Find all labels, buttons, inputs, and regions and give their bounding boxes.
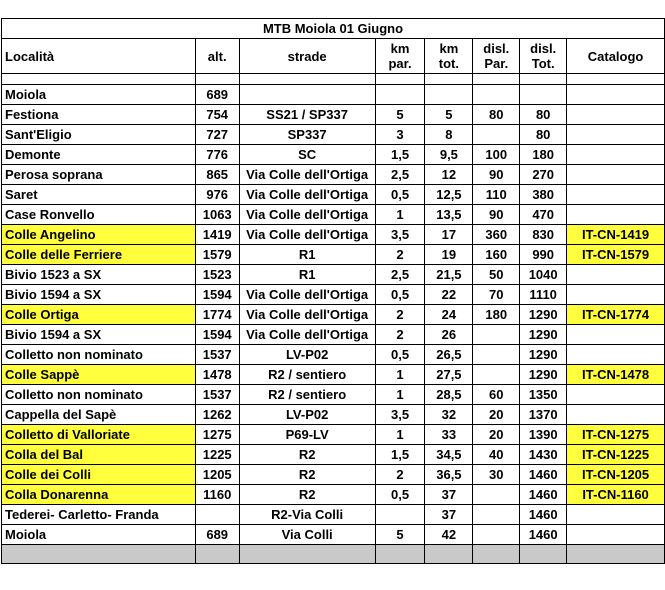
table-row: [2, 485, 665, 505]
cell-disl-par: 90: [473, 165, 520, 185]
cell-alt: 1225: [195, 445, 239, 465]
cell-localita: Colle Angelino: [2, 225, 196, 245]
cell-disl-tot: 1110: [520, 285, 567, 305]
cell-km-par: 2,5: [375, 165, 425, 185]
header-disl-tot-line2: Tot.: [531, 56, 555, 71]
cell-strada: R2 / sentiero: [239, 385, 375, 405]
footer-cell: [375, 545, 425, 564]
cell-localita: Colla Donarenna: [2, 485, 196, 505]
cell-km-par: 1,5: [375, 445, 425, 465]
cell-disl-par: 50: [473, 265, 520, 285]
cell-disl-par: [473, 525, 520, 545]
cell-catalogo: [567, 525, 665, 545]
cell-disl-tot: 1460: [520, 505, 567, 525]
cell-km-par: 3,5: [375, 225, 425, 245]
cell-km-tot: 37: [425, 485, 473, 505]
cell-km-tot: 5: [425, 105, 473, 125]
table-row: [2, 245, 665, 265]
table-row: [2, 465, 665, 485]
cell-catalogo: [567, 205, 665, 225]
cell-km-par: 3,5: [375, 405, 425, 425]
cell-km-tot: 22: [425, 285, 473, 305]
cell-alt: [195, 505, 239, 525]
cell-alt: 776: [195, 145, 239, 165]
table-row: [2, 105, 665, 125]
table-row: [2, 345, 665, 365]
cell-km-par: 2: [375, 325, 425, 345]
table-row: [2, 365, 665, 385]
cell-disl-par: [473, 345, 520, 365]
cell-km-tot: 34,5: [425, 445, 473, 465]
cell-km-tot: 19: [425, 245, 473, 265]
cell-disl-tot: 1460: [520, 485, 567, 505]
header-disl-tot-line1: disl.: [530, 41, 557, 56]
cell-km-tot: 33: [425, 425, 473, 445]
cell-km-tot: 13,5: [425, 205, 473, 225]
cell-localita: Colle dei Colli: [2, 465, 196, 485]
cell-km-par: 1: [375, 205, 425, 225]
cell-catalogo: IT-CN-1225: [567, 445, 665, 465]
cell-strada: R2: [239, 445, 375, 465]
cell-localita: Sant'Eligio: [2, 125, 196, 145]
cell-strada: R1: [239, 265, 375, 285]
header-disl-par: [473, 39, 520, 74]
cell-km-tot: 26: [425, 325, 473, 345]
cell-km-tot: 12: [425, 165, 473, 185]
cell-strada: SP337: [239, 125, 375, 145]
cell-disl-tot: [520, 85, 567, 105]
cell-strada: Via Colle dell'Ortiga: [239, 205, 375, 225]
cell-catalogo: IT-CN-1160: [567, 485, 665, 505]
cell-catalogo: [567, 125, 665, 145]
cell-catalogo: [567, 385, 665, 405]
cell-localita: Case Ronvello: [2, 205, 196, 225]
cell-disl-par: 20: [473, 425, 520, 445]
cell-disl-par: 60: [473, 385, 520, 405]
cell-disl-tot: 270: [520, 165, 567, 185]
cell-disl-tot: 180: [520, 145, 567, 165]
cell-km-tot: 28,5: [425, 385, 473, 405]
cell-localita: Colle Sappè: [2, 365, 196, 385]
cell-disl-par: [473, 505, 520, 525]
cell-disl-tot: 1460: [520, 465, 567, 485]
cell-disl-tot: 80: [520, 125, 567, 145]
cell-localita: Moiola: [2, 525, 196, 545]
cell-disl-tot: 990: [520, 245, 567, 265]
cell-km-par: 2: [375, 245, 425, 265]
cell-km-par: 5: [375, 525, 425, 545]
cell-km-par: 5: [375, 105, 425, 125]
empty-cell: [520, 74, 567, 85]
cell-km-tot: 42: [425, 525, 473, 545]
cell-alt: 1478: [195, 365, 239, 385]
cell-km-tot: 17: [425, 225, 473, 245]
cell-km-tot: 21,5: [425, 265, 473, 285]
table-row: [2, 505, 665, 525]
cell-catalogo: IT-CN-1419: [567, 225, 665, 245]
cell-alt: 1594: [195, 285, 239, 305]
cell-disl-tot: 1430: [520, 445, 567, 465]
cell-strada: Via Colle dell'Ortiga: [239, 225, 375, 245]
cell-strada: R2: [239, 465, 375, 485]
sheet-title: MTB Moiola 01 Giugno: [2, 19, 665, 39]
table-row: [2, 525, 665, 545]
empty-cell: [375, 74, 425, 85]
cell-disl-tot: 1390: [520, 425, 567, 445]
cell-km-par: [375, 85, 425, 105]
cell-km-par: 2: [375, 465, 425, 485]
cell-localita: Colletto non nominato: [2, 345, 196, 365]
cell-km-par: 2,5: [375, 265, 425, 285]
cell-localita: Colla del Bal: [2, 445, 196, 465]
cell-km-tot: 12,5: [425, 185, 473, 205]
cell-strada: Via Colle dell'Ortiga: [239, 325, 375, 345]
footer-cell: [239, 545, 375, 564]
cell-catalogo: [567, 185, 665, 205]
cell-km-par: 0,5: [375, 185, 425, 205]
cell-catalogo: [567, 105, 665, 125]
cell-localita: Colletto di Valloriate: [2, 425, 196, 445]
cell-km-par: 2: [375, 305, 425, 325]
cell-alt: 1774: [195, 305, 239, 325]
header-strade: strade: [239, 39, 375, 74]
cell-catalogo: IT-CN-1205: [567, 465, 665, 485]
empty-cell: [195, 74, 239, 85]
route-table: [1, 18, 665, 564]
cell-catalogo: [567, 165, 665, 185]
cell-km-par: 3: [375, 125, 425, 145]
empty-cell: [425, 74, 473, 85]
footer-cell: [473, 545, 520, 564]
cell-localita: Tederei- Carletto- Franda: [2, 505, 196, 525]
cell-disl-tot: 470: [520, 205, 567, 225]
footer-cell: [567, 545, 665, 564]
cell-alt: 1579: [195, 245, 239, 265]
cell-km-tot: 32: [425, 405, 473, 425]
cell-disl-tot: 1350: [520, 385, 567, 405]
table-row: [2, 385, 665, 405]
cell-catalogo: IT-CN-1478: [567, 365, 665, 385]
cell-km-tot: 8: [425, 125, 473, 145]
cell-alt: 1594: [195, 325, 239, 345]
cell-disl-par: 30: [473, 465, 520, 485]
cell-km-par: 1: [375, 365, 425, 385]
cell-alt: 976: [195, 185, 239, 205]
cell-km-par: 1,5: [375, 145, 425, 165]
cell-km-par: 0,5: [375, 345, 425, 365]
cell-km-tot: [425, 85, 473, 105]
cell-catalogo: [567, 345, 665, 365]
cell-strada: R2 / sentiero: [239, 365, 375, 385]
cell-disl-par: 160: [473, 245, 520, 265]
cell-alt: 689: [195, 85, 239, 105]
cell-localita: Colle Ortiga: [2, 305, 196, 325]
cell-disl-tot: 1460: [520, 525, 567, 545]
cell-catalogo: IT-CN-1774: [567, 305, 665, 325]
header-km-par-line1: km: [390, 41, 410, 56]
cell-strada: [239, 85, 375, 105]
cell-km-par: 0,5: [375, 285, 425, 305]
cell-localita: Bivio 1523 a SX: [2, 265, 196, 285]
cell-alt: 1523: [195, 265, 239, 285]
cell-disl-tot: 80: [520, 105, 567, 125]
table-row: [2, 85, 665, 105]
cell-km-tot: 37: [425, 505, 473, 525]
cell-strada: Via Colli: [239, 525, 375, 545]
cell-catalogo: IT-CN-1579: [567, 245, 665, 265]
footer-cell: [520, 545, 567, 564]
cell-disl-par: 70: [473, 285, 520, 305]
cell-disl-par: 20: [473, 405, 520, 425]
cell-strada: R2: [239, 485, 375, 505]
cell-disl-tot: 1290: [520, 345, 567, 365]
cell-disl-par: 40: [473, 445, 520, 465]
header-catalogo: Catalogo: [567, 39, 665, 74]
cell-disl-par: [473, 325, 520, 345]
table-row: [2, 445, 665, 465]
cell-disl-tot: 1370: [520, 405, 567, 425]
table-row: [2, 225, 665, 245]
cell-disl-par: 180: [473, 305, 520, 325]
cell-alt: 727: [195, 125, 239, 145]
cell-strada: LV-P02: [239, 405, 375, 425]
cell-alt: 1537: [195, 385, 239, 405]
footer-cell: [195, 545, 239, 564]
spacer-row: [2, 74, 665, 85]
cell-km-tot: 27,5: [425, 365, 473, 385]
header-alt: alt.: [195, 39, 239, 74]
table-row: [2, 265, 665, 285]
cell-km-par: 1: [375, 425, 425, 445]
header-disl-par-line1: disl.: [483, 41, 510, 56]
cell-localita: Bivio 1594 a SX: [2, 285, 196, 305]
cell-strada: R2-Via Colli: [239, 505, 375, 525]
table-row: [2, 125, 665, 145]
table-row: [2, 205, 665, 225]
cell-localita: Festiona: [2, 105, 196, 125]
cell-disl-par: [473, 85, 520, 105]
footer-cell: [2, 545, 196, 564]
table-row: [2, 305, 665, 325]
cell-alt: 1160: [195, 485, 239, 505]
cell-catalogo: [567, 265, 665, 285]
cell-localita: Perosa soprana: [2, 165, 196, 185]
cell-disl-par: 360: [473, 225, 520, 245]
header-km-tot-line2: tot.: [438, 56, 459, 71]
cell-catalogo: [567, 145, 665, 165]
cell-localita: Cappella del Sapè: [2, 405, 196, 425]
table-row: [2, 405, 665, 425]
cell-disl-tot: 830: [520, 225, 567, 245]
cell-disl-tot: 1290: [520, 325, 567, 345]
cell-catalogo: IT-CN-1275: [567, 425, 665, 445]
header-row: [2, 39, 665, 74]
cell-catalogo: [567, 505, 665, 525]
cell-km-par: 1: [375, 385, 425, 405]
cell-disl-par: [473, 485, 520, 505]
cell-strada: SC: [239, 145, 375, 165]
cell-localita: Colletto non nominato: [2, 385, 196, 405]
table-row: [2, 185, 665, 205]
cell-strada: Via Colle dell'Ortiga: [239, 165, 375, 185]
cell-km-par: 0,5: [375, 485, 425, 505]
header-disl-par-line2: Par.: [484, 56, 509, 71]
cell-alt: 1262: [195, 405, 239, 425]
cell-disl-tot: 380: [520, 185, 567, 205]
cell-alt: 1275: [195, 425, 239, 445]
cell-disl-tot: 1040: [520, 265, 567, 285]
cell-disl-par: 90: [473, 205, 520, 225]
cell-strada: Via Colle dell'Ortiga: [239, 285, 375, 305]
cell-km-tot: 24: [425, 305, 473, 325]
header-km-par-line2: par.: [388, 56, 412, 71]
cell-catalogo: [567, 405, 665, 425]
cell-catalogo: [567, 285, 665, 305]
empty-cell: [567, 74, 665, 85]
empty-cell: [2, 74, 196, 85]
cell-strada: Via Colle dell'Ortiga: [239, 305, 375, 325]
cell-alt: 1419: [195, 225, 239, 245]
cell-localita: Demonte: [2, 145, 196, 165]
cell-disl-par: [473, 125, 520, 145]
cell-disl-par: 80: [473, 105, 520, 125]
cell-km-tot: 9,5: [425, 145, 473, 165]
cell-strada: Via Colle dell'Ortiga: [239, 185, 375, 205]
cell-localita: Moiola: [2, 85, 196, 105]
cell-strada: P69-LV: [239, 425, 375, 445]
table-row: [2, 425, 665, 445]
cell-strada: R1: [239, 245, 375, 265]
empty-cell: [473, 74, 520, 85]
cell-localita: Bivio 1594 a SX: [2, 325, 196, 345]
table-row: [2, 325, 665, 345]
footer-row: [2, 545, 665, 564]
cell-alt: 754: [195, 105, 239, 125]
cell-disl-par: [473, 365, 520, 385]
header-km-tot: [425, 39, 473, 74]
cell-catalogo: [567, 325, 665, 345]
footer-cell: [425, 545, 473, 564]
cell-strada: LV-P02: [239, 345, 375, 365]
cell-km-par: [375, 505, 425, 525]
cell-disl-par: 110: [473, 185, 520, 205]
cell-alt: 689: [195, 525, 239, 545]
cell-disl-tot: 1290: [520, 365, 567, 385]
cell-disl-tot: 1290: [520, 305, 567, 325]
header-localita: Località: [2, 39, 196, 74]
cell-disl-par: 100: [473, 145, 520, 165]
cell-alt: 1063: [195, 205, 239, 225]
cell-km-tot: 36,5: [425, 465, 473, 485]
table-row: [2, 285, 665, 305]
header-disl-tot: [520, 39, 567, 74]
cell-localita: Saret: [2, 185, 196, 205]
table-row: [2, 165, 665, 185]
table-row: [2, 145, 665, 165]
cell-km-tot: 26,5: [425, 345, 473, 365]
header-km-par: [375, 39, 425, 74]
cell-strada: SS21 / SP337: [239, 105, 375, 125]
cell-alt: 1537: [195, 345, 239, 365]
cell-localita: Colle delle Ferriere: [2, 245, 196, 265]
cell-alt: 1205: [195, 465, 239, 485]
cell-alt: 865: [195, 165, 239, 185]
cell-catalogo: [567, 85, 665, 105]
header-km-tot-line1: km: [439, 41, 459, 56]
empty-cell: [239, 74, 375, 85]
